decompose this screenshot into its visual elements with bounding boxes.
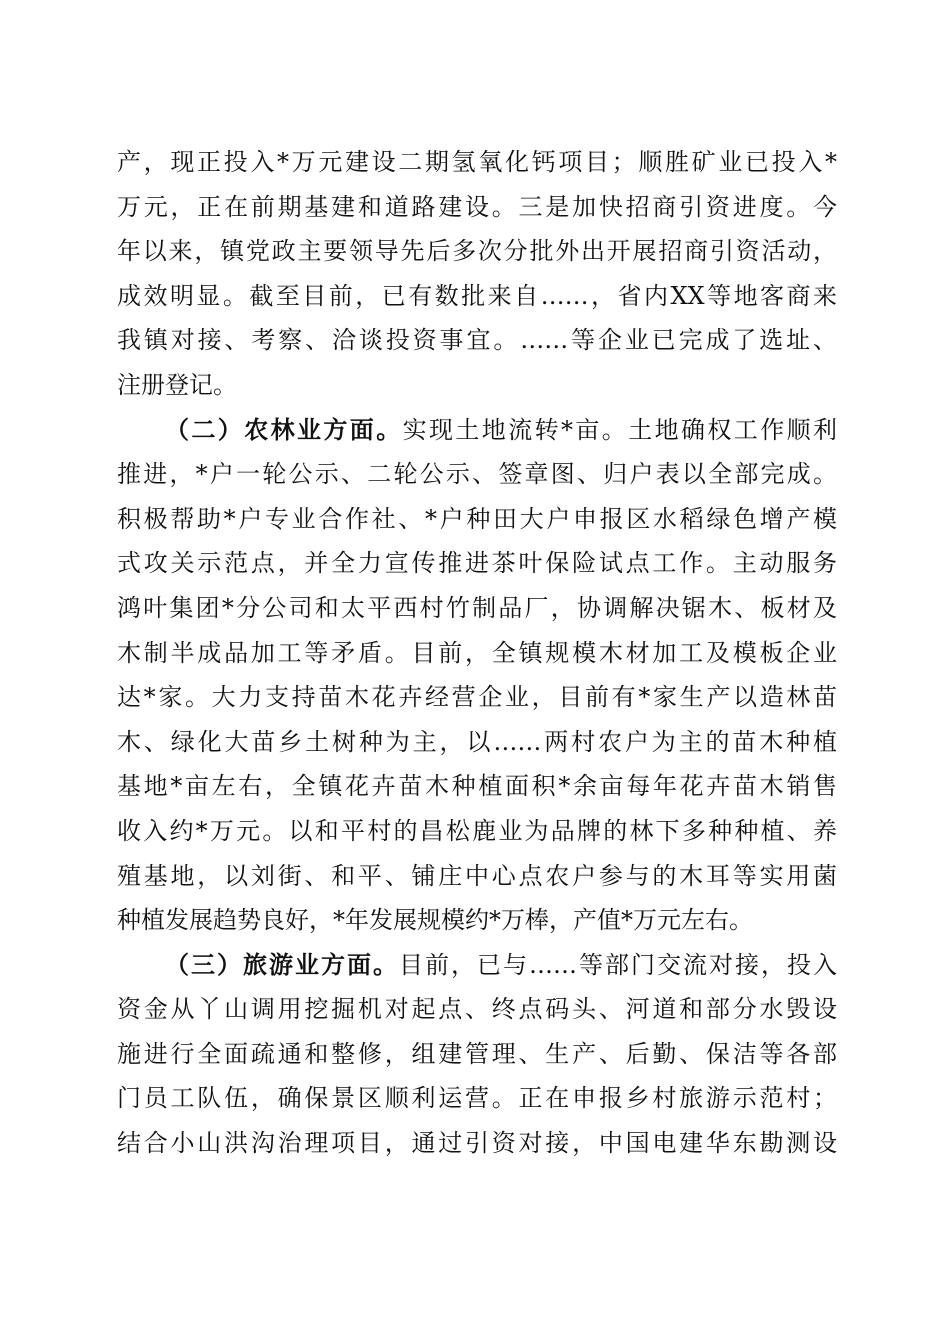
- paragraph-agriculture-forestry: [117, 408, 837, 943]
- paragraph-line: 木、绿化大苗乡土树种为主，以……两村农户为主的苗木种植: [117, 727, 837, 756]
- paragraph-line: 基地*亩左右，全镇花卉苗木种植面积*余亩每年花卉苗木销售: [117, 772, 837, 801]
- paragraph-line: 施进行全面疏通和整修，组建管理、生产、后勤、保洁等各部: [117, 1039, 837, 1068]
- paragraph-tourism: [117, 943, 837, 1166]
- paragraph-line: 注册登记。: [117, 370, 237, 399]
- paragraph-first-line-text: 目前，已与……等部门交流对接，投入: [399, 950, 837, 979]
- paragraph-line: 式攻关示范点，并全力宣传推进茶叶保险试点工作。主动服务: [117, 549, 837, 578]
- paragraph-industry-continued: [117, 140, 837, 408]
- paragraph-first-line-text: 实现土地流转*亩。土地确权工作顺利: [402, 415, 838, 444]
- paragraph-line: 资金从丫山调用挖掘机对起点、终点码头、河道和部分水毁设: [117, 995, 837, 1024]
- paragraph-line: 万元，正在前期基建和道路建设。三是加快招商引资进度。今: [117, 192, 837, 221]
- section-heading-agriculture: （二）农林业方面。: [165, 414, 403, 444]
- paragraph-line: 木制半成品加工等矛盾。目前，全镇规模木材加工及模板企业: [117, 638, 837, 667]
- document-body: [117, 140, 837, 1166]
- paragraph-line: 种植发展趋势良好，*年发展规模约*万棒，产值*万元左右。: [117, 906, 753, 935]
- paragraph-line: 结合小山洪沟治理项目，通过引资对接，中国电建华东勘测设: [117, 1129, 837, 1158]
- paragraph-line: 产，现正投入*万元建设二期氢氧化钙项目；顺胜矿业已投入*: [117, 148, 837, 176]
- paragraph-first-line: [117, 408, 837, 453]
- paragraph-line: 门员工队伍，确保景区顺利运营。正在申报乡村旅游示范村；: [117, 1084, 837, 1113]
- paragraph-line: 殖基地，以刘街、和平、铺庄中心点农户参与的木耳等实用菌: [117, 861, 837, 890]
- paragraph-line: 达*家。大力支持苗木花卉经营企业，目前有*家生产以造林苗: [117, 683, 837, 712]
- paragraph-line: 收入约*万元。以和平村的昌松鹿业为品牌的林下多种种植、养: [117, 816, 837, 845]
- paragraph-line: 推进，*户一轮公示、二轮公示、签章图、归户表以全部完成。: [117, 460, 837, 489]
- paragraph-line: 积极帮助*户专业合作社、*户种田大户申报区水稻绿色增产模: [117, 504, 837, 533]
- paragraph-line: 年以来，镇党政主要领导先后多次分批外出开展招商引资活动，: [117, 237, 837, 266]
- paragraph-line: 成效明显。截至目前，已有数批来自……，省内XX等地客商来: [117, 281, 837, 310]
- paragraph-line: 我镇对接、考察、洽谈投资事宜。……等企业已完成了选址、: [117, 326, 837, 355]
- paragraph-line: 鸿叶集团*分公司和太平西村竹制品厂，协调解决锯木、板材及: [117, 593, 837, 622]
- paragraph-first-line: [117, 943, 837, 988]
- section-heading-tourism: （三）旅游业方面。: [165, 949, 399, 979]
